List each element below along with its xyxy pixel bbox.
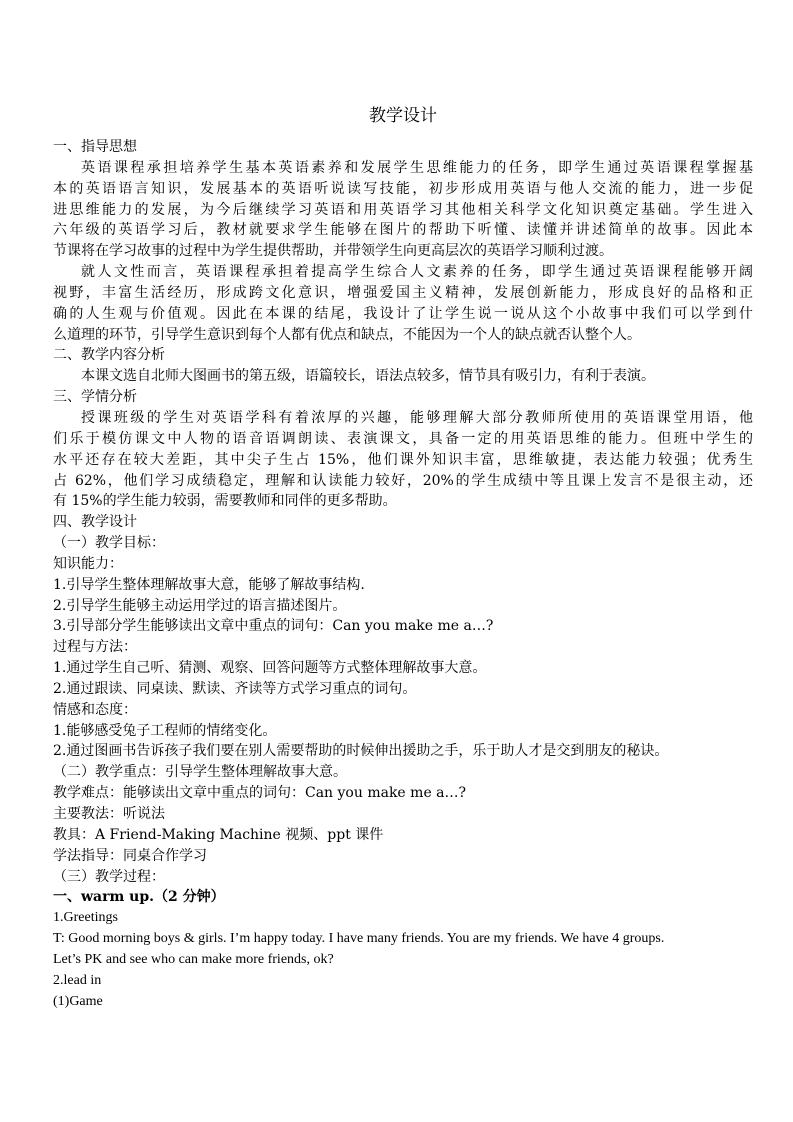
paragraph-line: 就人文性而言，英语课程承担着提高学生综合人文素养的任务，即学生通过英语课程能够开阔 bbox=[81, 264, 753, 281]
dialogue-line: Let’s PK and see who can make more friends, ok? bbox=[53, 951, 334, 967]
paragraph-line: 六年级的英语学习后，教材就要求学生能够在图片的帮助下听懂、读懂并讲述简单的故事。因此本 bbox=[53, 222, 753, 239]
paragraph-line: 授课班级的学生对英语学科有着浓厚的兴趣，能够理解大部分教师所使用的英语课堂用语，他 bbox=[81, 409, 753, 426]
paragraph-line: 们乐于模仿课文中人物的语音语调朗读、表演课文，具备一定的用英语思维的能力。但班中学生的 bbox=[53, 430, 753, 447]
document-body bbox=[53, 137, 753, 1012]
paragraph-line: 节课将在学习故事的过程中为学生提供帮助，并带领学生向更高层次的英语学习顺利过渡。 bbox=[53, 243, 613, 260]
list-item: 2.通过图画书告诉孩子我们要在别人需要帮助的时候伸出援助之手，乐于助人才是交到朋友的秘诀。 bbox=[53, 743, 669, 760]
step-item: 2.lead in bbox=[53, 972, 102, 988]
section-heading-content-analysis: 二、教学内容分析 bbox=[53, 347, 165, 364]
paragraph-line: 视野，丰富生活经历，形成跨文化意识，增强爱国主义精神，发展创新能力，形成良好的品格和正 bbox=[53, 284, 753, 301]
subsection-heading: （一）教学目标： bbox=[53, 535, 165, 552]
section-heading-guiding-thought: 一、指导思想 bbox=[53, 139, 137, 155]
document-page bbox=[53, 0, 753, 1122]
subsection-heading: （三）教学过程： bbox=[53, 868, 165, 885]
paragraph-line: 水平还存在较大差距，其中尖子生占 15%，他们课外知识丰富，思维敏捷，表达能力较强；优秀生 bbox=[53, 451, 753, 468]
paragraph-line: 有 15%的学生能力较弱，需要教师和同伴的更多帮助。 bbox=[53, 493, 397, 510]
section-heading-student-analysis: 三、学情分析 bbox=[53, 389, 137, 406]
list-heading: 知识能力： bbox=[53, 555, 123, 572]
paragraph-line: 占 62%，他们学习成绩稳定，理解和认读能力较好，20%的学生成绩中等且课上发言不是很主动，还 bbox=[53, 472, 753, 489]
page-title: 教学设计 bbox=[369, 106, 437, 126]
list-heading: 情感和态度： bbox=[53, 701, 137, 718]
text-line: 主要教法：听说法 bbox=[53, 806, 165, 822]
subsection-heading: （二）教学重点：引导学生整体理解故事大意。 bbox=[53, 764, 347, 781]
paragraph-line: 本课文选自北师大图画书的第五级，语篇较长，语法点较多，情节具有吸引力，有利于表演。 bbox=[81, 368, 655, 385]
section-heading-teaching-design: 四、教学设计 bbox=[53, 514, 137, 531]
step-heading-warm-up: 一、warm up.（2 分钟） bbox=[53, 889, 225, 906]
paragraph-line: 么道理的环节，引导学生意识到每个人都有优点和缺点，不能因为一个人的缺点就否认整个人。 bbox=[53, 326, 641, 343]
step-item: (1)Game bbox=[53, 993, 103, 1009]
paragraph-line: 确的人生观与价值观。因此在本课的结尾，我设计了让学生说一说从这个小故事中我们可以学到什 bbox=[53, 305, 753, 322]
paragraph-line: 英语课程承担培养学生基本英语素养和发展学生思维能力的任务，即学生通过英语课程掌握基 bbox=[81, 159, 753, 176]
paragraph-line: 进思维能力的发展，为今后继续学习英语和用英语学习其他相关科学文化知识奠定基础。学生进入 bbox=[53, 201, 753, 218]
step-item: 1.Greetings bbox=[53, 910, 118, 926]
list-item: 1.通过学生自己听、猜测、观察、回答问题等方式整体理解故事大意。 bbox=[53, 660, 487, 677]
list-item: 1.能够感受兔子工程师的情绪变化。 bbox=[53, 722, 277, 739]
paragraph-line: 本的英语语言知识，发展基本的英语听说读写技能，初步形成用英语与他人交流的能力，进一步促 bbox=[53, 180, 753, 197]
text-line: 教学难点：能够读出文章中重点的词句：Can you make me a…? bbox=[53, 785, 467, 802]
list-item: 1.引导学生整体理解故事大意，能够了解故事结构. bbox=[53, 576, 365, 593]
text-line: 教具：A Friend-Making Machine 视频、ppt 课件 bbox=[53, 826, 384, 843]
list-item: 2.引导学生能够主动运用学过的语言描述图片。 bbox=[53, 597, 347, 614]
text-line: 学法指导：同桌合作学习 bbox=[53, 847, 207, 864]
list-item: 2.通过跟读、同桌读、默读、齐读等方式学习重点的词句。 bbox=[53, 680, 417, 697]
list-heading: 过程与方法： bbox=[53, 639, 137, 656]
list-item: 3.引导部分学生能够读出文章中重点的词句：Can you make me a…? bbox=[53, 618, 494, 635]
dialogue-line: T: Good morning boys & girls. I’m happy today. I have many friends. You are my friends. We have 4 groups. bbox=[53, 931, 665, 947]
